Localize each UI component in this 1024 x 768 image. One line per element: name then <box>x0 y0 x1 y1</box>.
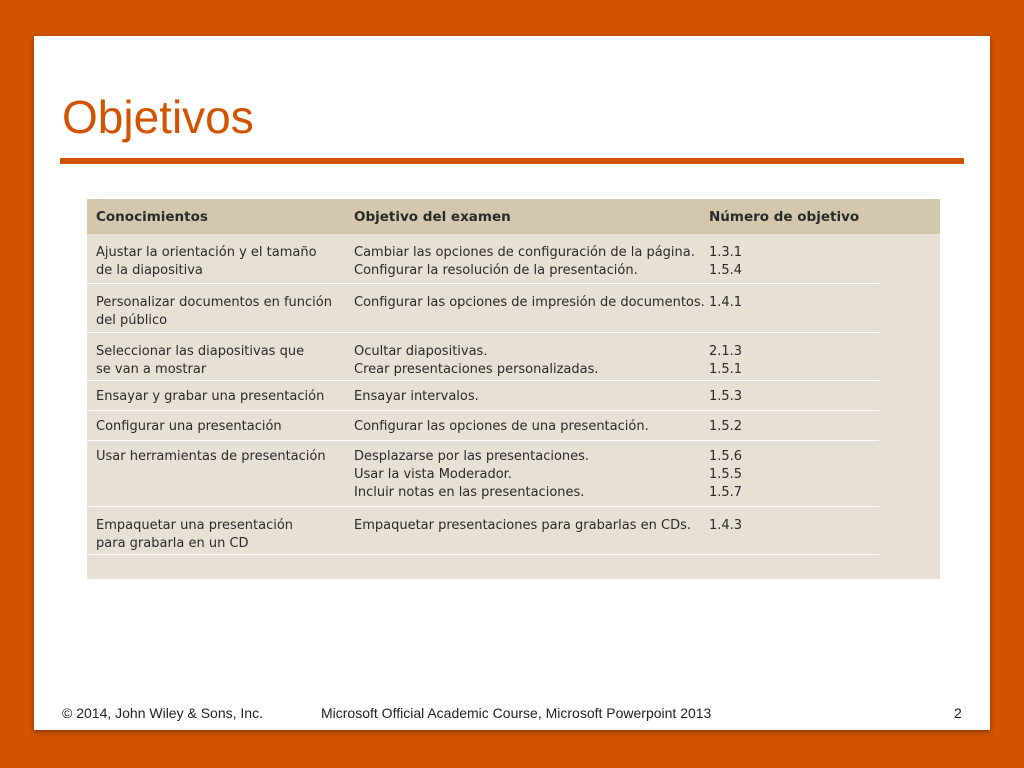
table-row <box>87 284 940 333</box>
number-cell: 1.4.1 <box>709 295 743 310</box>
objective-cell: Desplazarse por las presentaciones. Usar la vista Moderador. Incluir notas en las presentaciones. <box>354 449 590 500</box>
header-number: Número de objetivo <box>709 209 860 225</box>
objectives-table <box>87 199 940 579</box>
skill-cell: Seleccionar las diapositivas que se van a mostrar <box>96 344 305 377</box>
skill-cell: Personalizar documentos en función del público <box>96 295 332 328</box>
number-cell: 1.5.2 <box>709 419 743 434</box>
objective-cell: Ocultar diapositivas. Crear presentaciones personalizadas. <box>354 344 599 377</box>
footer-page-number: 2 <box>954 705 962 721</box>
footer-copyright: © 2014, John Wiley & Sons, Inc. <box>62 705 263 721</box>
skill-cell: Configurar una presentación <box>96 419 282 434</box>
objective-cell: Configurar las opciones de una presentación. <box>354 419 649 434</box>
table-row <box>87 441 940 507</box>
objective-cell: Cambiar las opciones de configuración de la página. Configurar la resolución de la presentación. <box>354 245 695 278</box>
table-row <box>87 507 940 555</box>
row-divider <box>87 554 879 555</box>
number-cell: 1.5.3 <box>709 389 743 404</box>
skill-cell: Usar herramientas de presentación <box>96 449 326 464</box>
number-cell: 1.3.1 1.5.4 <box>709 245 743 278</box>
number-cell: 2.1.3 1.5.1 <box>709 344 743 377</box>
header-skill: Conocimientos <box>96 209 208 225</box>
slide <box>34 36 990 730</box>
table-row <box>87 333 940 381</box>
slide-title: Objetivos <box>62 91 254 143</box>
table-row <box>87 411 940 441</box>
header-objective: Objetivo del examen <box>354 209 511 225</box>
skill-cell: Ensayar y grabar una presentación <box>96 389 325 404</box>
skill-cell: Ajustar la orientación y el tamaño de la diapositiva <box>96 245 317 278</box>
objective-cell: Empaquetar presentaciones para grabarlas en CDs. <box>354 518 691 533</box>
number-cell: 1.4.3 <box>709 518 743 533</box>
objective-cell: Ensayar intervalos. <box>354 389 479 404</box>
number-cell: 1.5.6 1.5.5 1.5.7 <box>709 449 743 500</box>
objective-cell: Configurar las opciones de impresión de documentos. <box>354 295 705 310</box>
skill-cell: Empaquetar una presentación para grabarla en un CD <box>96 518 294 551</box>
table-row <box>87 381 940 411</box>
footer-course: Microsoft Official Academic Course, Microsoft Powerpoint 2013 <box>321 705 712 721</box>
title-divider <box>60 158 964 164</box>
table-row <box>87 234 940 284</box>
table-header <box>87 199 940 234</box>
